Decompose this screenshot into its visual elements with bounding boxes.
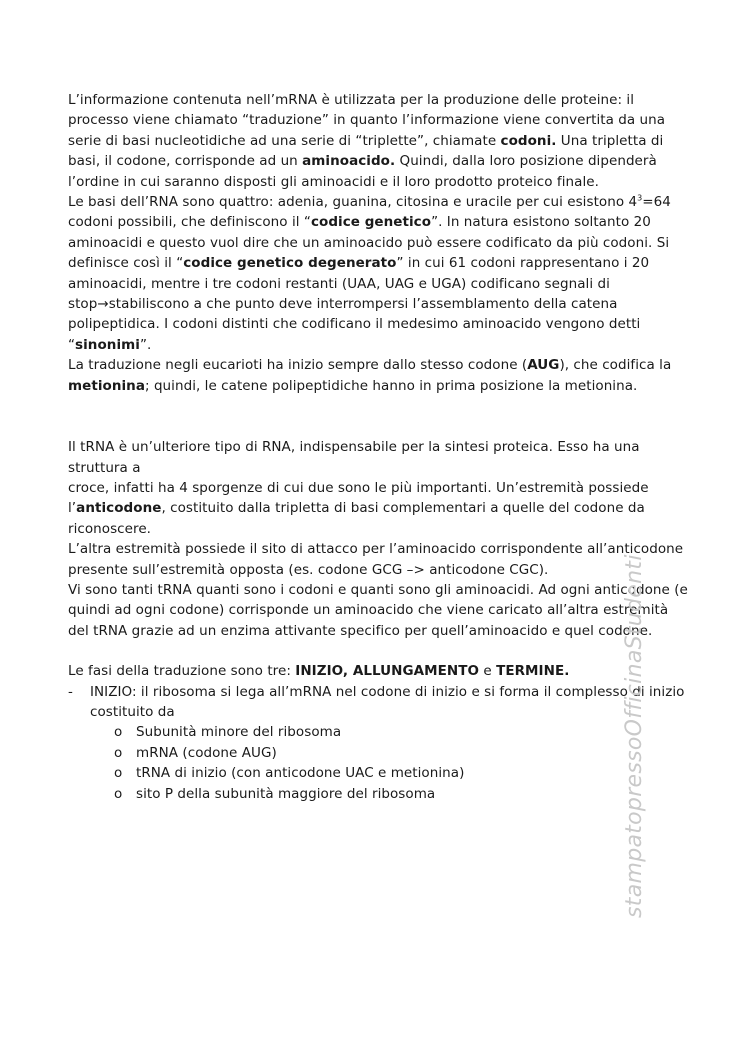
term-inizio-allungamento: INIZIO, ALLUNGAMENTO: [295, 663, 480, 680]
paragraph-trna-other-end: L’altra estremità possiede il sito di attacco per l’aminoacido corrispondente all’anticodone presente sull’estremità opposta (es. codone GCG –> anticodone CGC).: [68, 541, 684, 578]
list-item-inizio: - INIZIO: il ribosoma si lega all’mRNA nel codone di inizio e si forma il complesso di inizio costituito da: [68, 683, 685, 720]
term-codice-genetico: codice genetico: [310, 214, 432, 231]
list-item: o Subunità minore del ribosoma: [68, 722, 688, 742]
document-body: [68, 90, 688, 804]
list-item: o sito P della subunità maggiore del ribosoma: [68, 784, 688, 804]
term-aug: AUG: [527, 357, 560, 374]
watermark: stampatopressoOfficinaStudenti: [622, 554, 647, 918]
paragraph-mrna-information: L’informazione contenuta nell’mRNA è utilizzata per la produzione delle proteine: il processo viene chiamato “traduzione” in quanto l’informazione viene convertita da una serie di basi nucleotidiche ad una serie di “triplette”, chiamate codoni. Una tripletta di basi, il codone, corrisponde ad un aminoacido. Quindi, dalla loro posizione dipenderà l’ordine in cui saranno disposti gli aminoacidi e il loro prodotto proteico finale.: [68, 92, 666, 190]
term-anticodone: anticodone: [76, 500, 162, 517]
circle-bullet: o: [114, 744, 123, 761]
list-item: o mRNA (codone AUG): [68, 743, 688, 763]
term-codoni: codoni.: [500, 132, 557, 149]
term-aminoacido: aminoacido.: [302, 153, 396, 170]
paragraph-translation-phases: Le fasi della traduzione sono tre: INIZIO, ALLUNGAMENTO e TERMINE.: [68, 663, 570, 680]
sub-list: [68, 722, 688, 804]
paragraph-aug-start: La traduzione negli eucarioti ha inizio sempre dallo stesso codone (AUG), che codifica la metionina; quindi, le catene polipeptidiche hanno in prima posizione la metionina.: [68, 357, 672, 394]
circle-bullet: o: [114, 785, 123, 802]
spacer: [68, 641, 688, 661]
paragraph-trna-count: Vi sono tanti tRNA quanti sono i codoni e quanti sono gli aminoacidi. Ad ogni anticodone (e quindi ad ogni codone) corrisponde un aminoacido che viene caricato all’altra estremità del tRNA grazie ad un enzima attivante specifico per quell’aminoacido e quel codone.: [68, 581, 688, 639]
term-termine: TERMINE.: [496, 663, 570, 680]
list-item: o tRNA di inizio (con anticodone UAC e metionina): [68, 763, 688, 783]
paragraph-rna-bases: Le basi dell’RNA sono quattro: adenia, guanina, citosina e uracile per cui esistono $4^3=64$ codoni possibili, che definiscono il “codice genetico”. In natura esistono soltanto 20 aminoacidi e questo vuol dire che un aminoacido può essere codificato da più codoni. Si definisce così il “codice genetico degenerato” in cui 61 codoni rappresentano i 20 aminoacidi, mentre i tre codoni restanti (UAA, UAG e UGA) codificano segnali di stop→stabiliscono a che punto deve interrompersi l’assemblamento della catena polipeptidica. I codoni distinti che codificano il medesimo aminoacido vengono detti “sinonimi”.: [68, 193, 671, 353]
exponent: 3: [637, 193, 643, 203]
circle-bullet: o: [114, 765, 123, 782]
term-metionina: metionina: [68, 377, 145, 394]
term-sinonimi: sinonimi: [75, 336, 140, 353]
spacer: [68, 396, 688, 437]
term-codice-degenerato: codice genetico degenerato: [183, 255, 397, 272]
circle-bullet: o: [114, 724, 123, 741]
paragraph-trna-intro: Il tRNA è un’ulteriore tipo di RNA, indispensabile per la sintesi proteica. Esso ha una struttura a croce, infatti ha 4 sporgenze di cui due sono le più importanti. Un’estremità possiede l’anticodone, costituito dalla tripletta di basi complementari a quelle del codone da riconoscere.: [68, 439, 649, 537]
dash-bullet: -: [68, 683, 73, 700]
